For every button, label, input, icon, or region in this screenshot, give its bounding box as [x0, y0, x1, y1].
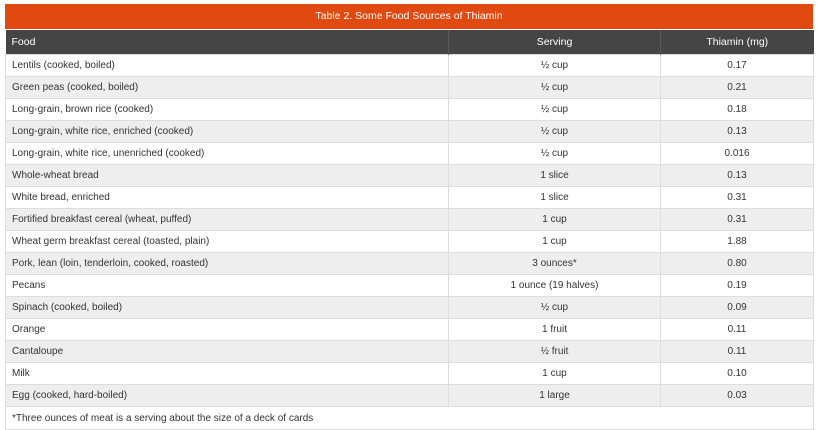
- header-food: Food: [6, 30, 449, 55]
- cell-thiamin: 0.21: [661, 77, 814, 99]
- cell-thiamin: 0.016: [661, 143, 814, 165]
- cell-serving: 1 fruit: [449, 319, 661, 341]
- table-row: [6, 275, 814, 297]
- cell-serving: 1 cup: [449, 363, 661, 385]
- cell-serving: ½ cup: [449, 77, 661, 99]
- cell-food: Cantaloupe: [6, 341, 449, 363]
- cell-serving: ½ cup: [449, 143, 661, 165]
- cell-food: Lentils (cooked, boiled): [6, 55, 449, 77]
- table-row: [6, 341, 814, 363]
- table-row: [6, 143, 814, 165]
- cell-thiamin: 0.80: [661, 253, 814, 275]
- cell-serving: 1 cup: [449, 231, 661, 253]
- cell-thiamin: 0.13: [661, 165, 814, 187]
- cell-serving: 3 ounces*: [449, 253, 661, 275]
- table-row: [6, 209, 814, 231]
- header-row: [6, 30, 814, 55]
- cell-serving: ½ cup: [449, 55, 661, 77]
- table-row: [6, 385, 814, 407]
- table-row: [6, 363, 814, 385]
- cell-food: Pecans: [6, 275, 449, 297]
- cell-thiamin: 0.11: [661, 319, 814, 341]
- cell-food: Long-grain, white rice, unenriched (cooked): [6, 143, 449, 165]
- cell-food: Spinach (cooked, boiled): [6, 297, 449, 319]
- cell-food: Pork, lean (loin, tenderloin, cooked, roasted): [6, 253, 449, 275]
- cell-thiamin: 0.13: [661, 121, 814, 143]
- thiamin-table: [5, 30, 814, 430]
- cell-food: Wheat germ breakfast cereal (toasted, plain): [6, 231, 449, 253]
- cell-thiamin: 0.19: [661, 275, 814, 297]
- table-row: [6, 77, 814, 99]
- table-body: [6, 55, 814, 407]
- cell-food: Long-grain, white rice, enriched (cooked): [6, 121, 449, 143]
- cell-serving: ½ fruit: [449, 341, 661, 363]
- cell-food: Egg (cooked, hard-boiled): [6, 385, 449, 407]
- table-footer: [6, 407, 814, 430]
- table-row: [6, 99, 814, 121]
- table-row: [6, 231, 814, 253]
- table-caption: Table 2. Some Food Sources of Thiamin: [5, 4, 813, 29]
- cell-serving: ½ cup: [449, 121, 661, 143]
- cell-food: Green peas (cooked, boiled): [6, 77, 449, 99]
- cell-food: White bread, enriched: [6, 187, 449, 209]
- cell-thiamin: 0.17: [661, 55, 814, 77]
- table-row: [6, 121, 814, 143]
- cell-thiamin: 0.18: [661, 99, 814, 121]
- food-sources-table-container: [5, 4, 813, 430]
- table-row: [6, 55, 814, 77]
- cell-food: Long-grain, brown rice (cooked): [6, 99, 449, 121]
- cell-thiamin: 0.31: [661, 187, 814, 209]
- cell-serving: 1 large: [449, 385, 661, 407]
- table-row: [6, 319, 814, 341]
- footnote-row: [6, 407, 814, 430]
- cell-serving: ½ cup: [449, 297, 661, 319]
- cell-thiamin: 0.09: [661, 297, 814, 319]
- cell-food: Whole-wheat bread: [6, 165, 449, 187]
- table-header: [6, 30, 814, 55]
- cell-thiamin: 1.88: [661, 231, 814, 253]
- cell-serving: 1 slice: [449, 187, 661, 209]
- table-row: [6, 253, 814, 275]
- cell-serving: 1 cup: [449, 209, 661, 231]
- cell-food: Fortified breakfast cereal (wheat, puffed): [6, 209, 449, 231]
- cell-serving: ½ cup: [449, 99, 661, 121]
- cell-serving: 1 slice: [449, 165, 661, 187]
- table-row: [6, 165, 814, 187]
- table-row: [6, 187, 814, 209]
- header-thiamin: Thiamin (mg): [661, 30, 814, 55]
- header-serving: Serving: [449, 30, 661, 55]
- footnote: *Three ounces of meat is a serving about the size of a deck of cards: [6, 407, 814, 430]
- cell-thiamin: 0.10: [661, 363, 814, 385]
- cell-food: Orange: [6, 319, 449, 341]
- cell-thiamin: 0.11: [661, 341, 814, 363]
- cell-serving: 1 ounce (19 halves): [449, 275, 661, 297]
- table-row: [6, 297, 814, 319]
- cell-food: Milk: [6, 363, 449, 385]
- cell-thiamin: 0.31: [661, 209, 814, 231]
- cell-thiamin: 0.03: [661, 385, 814, 407]
